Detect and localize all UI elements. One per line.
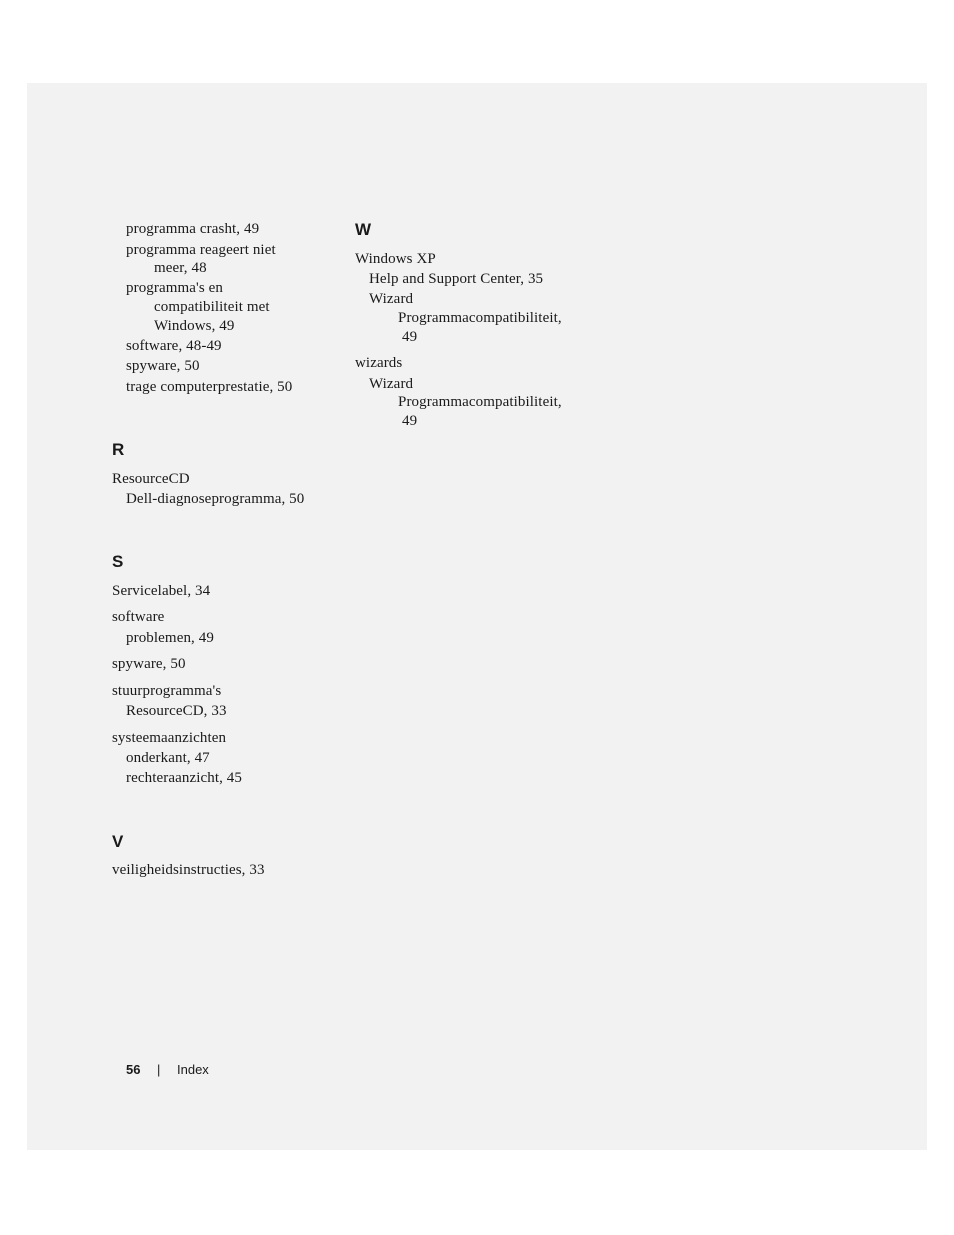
index-subentry-wrap: meer, 48 (154, 260, 207, 276)
footer-section-label: Index (177, 1062, 209, 1077)
index-subentry: ResourceCD, 33 (126, 703, 227, 719)
index-subentry: programma's en (126, 280, 223, 296)
section-letter-w: W (355, 220, 372, 239)
section-letter-r: R (112, 440, 125, 459)
index-entry: software (112, 609, 165, 625)
index-subsubentry-wrap: 49 (402, 329, 418, 345)
index-subentry: onderkant, 47 (126, 750, 210, 766)
section-letter-s: S (112, 552, 124, 571)
index-subentry: programma reageert niet (126, 242, 276, 258)
index-subentry: Wizard (369, 291, 414, 307)
section-letter-v: V (112, 832, 124, 851)
page-number: 56 (126, 1062, 141, 1077)
index-subentry: trage computerprestatie, 50 (126, 379, 293, 395)
index-entry: spyware, 50 (112, 656, 186, 672)
index-entry: Windows XP (355, 251, 436, 267)
index-subentry-wrap: Windows, 49 (154, 318, 235, 334)
index-subentry: programma crasht, 49 (126, 221, 260, 237)
index-subentry: Wizard (369, 376, 414, 392)
index-subentry: rechteraanzicht, 45 (126, 770, 242, 786)
index-subentry: problemen, 49 (126, 630, 214, 646)
index-subentry: Help and Support Center, 35 (369, 271, 544, 287)
index-subsubentry: Programmacompatibiliteit, (398, 394, 562, 410)
index-entry: ResourceCD (112, 471, 190, 487)
index-entry: systeemaanzichten (112, 730, 227, 746)
index-subentry: software, 48-49 (126, 338, 222, 354)
index-entry: Servicelabel, 34 (112, 583, 211, 599)
index-subsubentry-wrap: 49 (402, 413, 418, 429)
index-subentry-wrap: compatibiliteit met (154, 299, 270, 315)
index-subentry: Dell-diagnoseprogramma, 50 (126, 491, 305, 507)
index-entry: veiligheidsinstructies, 33 (112, 862, 265, 878)
footer-separator: | (157, 1062, 161, 1077)
index-entry: stuurprogramma's (112, 683, 222, 699)
index-entry: wizards (355, 355, 403, 371)
index-subentry: spyware, 50 (126, 358, 200, 374)
index-subsubentry: Programmacompatibiliteit, (398, 310, 562, 326)
